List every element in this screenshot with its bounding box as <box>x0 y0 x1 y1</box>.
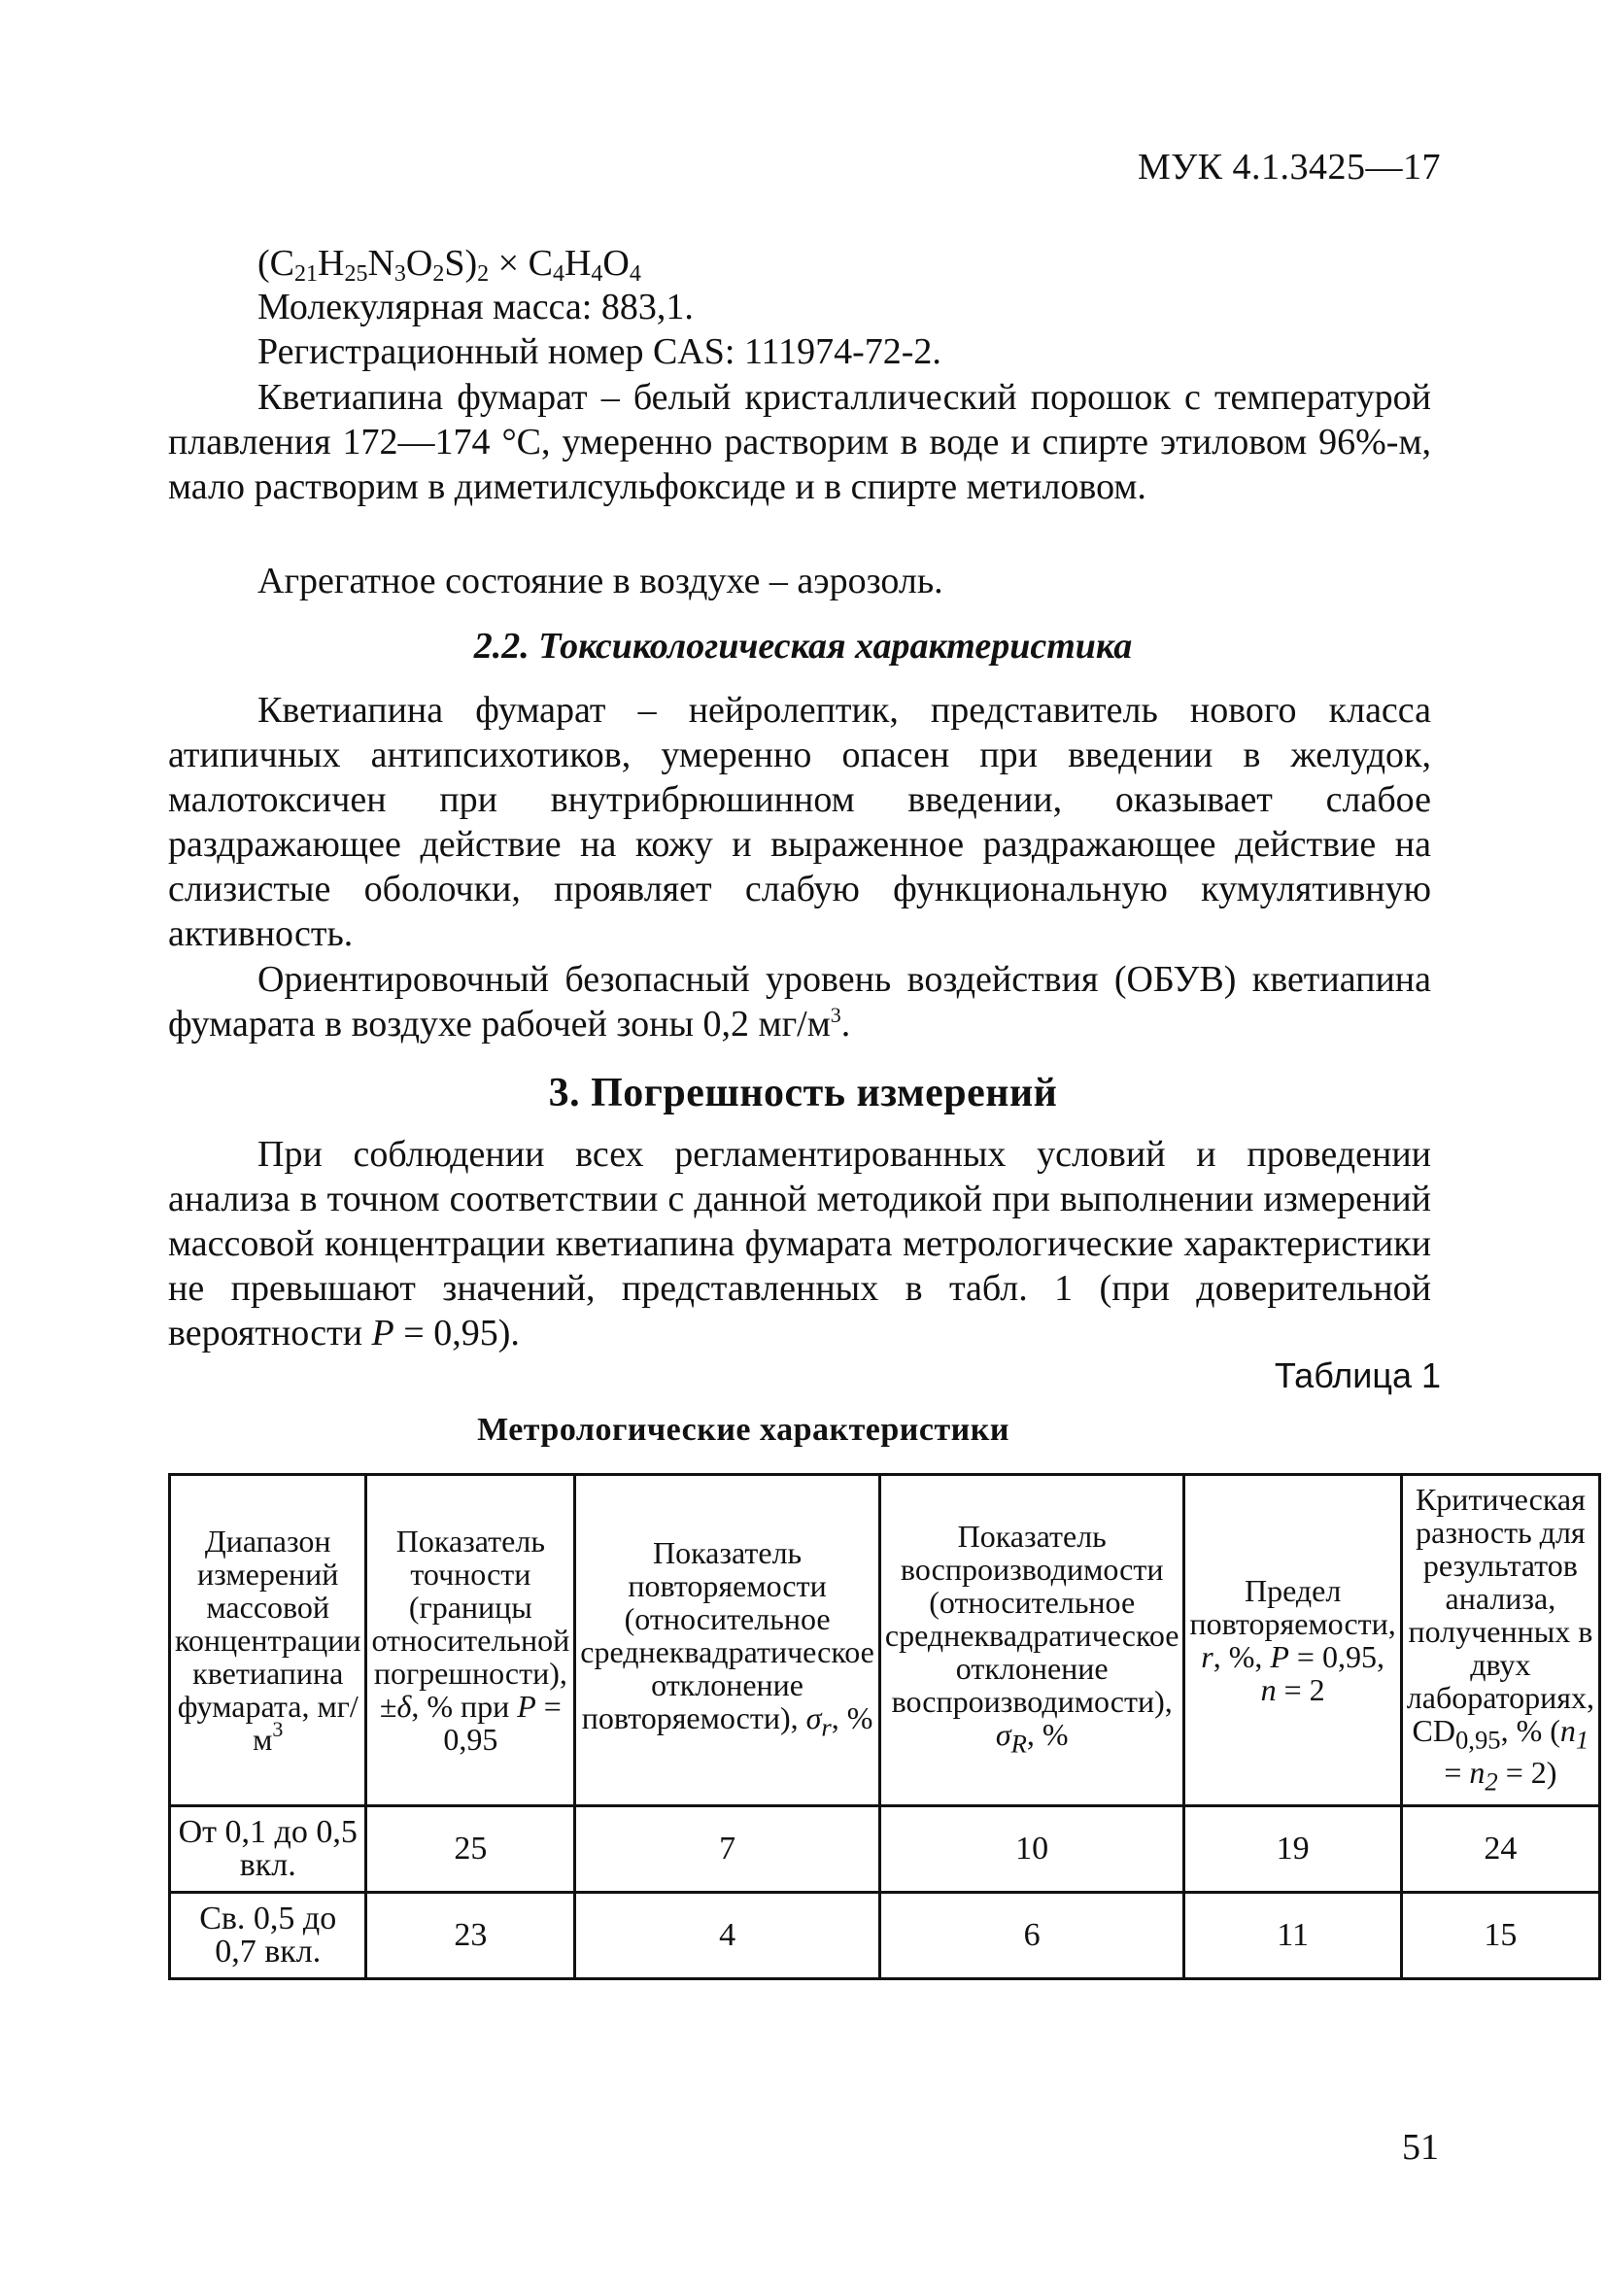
toxicology-paragraph: Кветиапина фумарат – нейролептик, представитель нового класса атипичных антипсихотиков, умеренно опасен при введении в желудок, малотоксичен при внутрибрюшинном введении, оказывает слабое раздражающее действие на кожу и выраженное раздражающее действие на слизистые оболочки, проявляет слабую функциональную кумулятивную активность. <box>168 690 1431 954</box>
header-critical-diff: Критическая разность для результатов анализа, полученных в двух лабораториях, $CD_{0,95}$, % $(n_1 = n_2 = 2)$ <box>1401 1475 1599 1806</box>
metrology-table <box>168 1473 1601 1980</box>
cell-repeat-limit: 11 <box>1184 1893 1401 1979</box>
substance-description <box>168 375 1431 509</box>
table-row <box>170 1806 1600 1893</box>
cell-repeatability: 7 <box>575 1806 880 1893</box>
aggregate-state: Агрегатное состояние в воздухе – аэрозоль. <box>257 561 943 601</box>
section-3-title: 3. Погрешность измерений <box>548 1071 1058 1115</box>
cell-critical-diff: 24 <box>1401 1806 1599 1893</box>
molar-mass: Молекулярная масса: 883,1. <box>257 287 694 327</box>
obuv-paragraph: Ориентировочный безопасный уровень воздействия (ОБУВ) кветиапина фумарата в воздухе рабочей зоны 0,2 $мг/м^3$. <box>168 959 1431 1045</box>
errors-body <box>168 1132 1431 1355</box>
document-code: МУК 4.1.3425—17 <box>1137 147 1441 188</box>
header-range: Диапазон измерений массовой концентрации кветиапина фумарата, $мг/м^3$ <box>170 1475 366 1806</box>
header-repeat-limit: Предел повторяемости, r, %, P = 0,95, n = 2 <box>1184 1475 1401 1806</box>
cell-accuracy: 23 <box>366 1893 575 1979</box>
table-label: Таблица 1 <box>1274 1355 1441 1395</box>
cas-number: Регистрационный номер CAS: 111974-72-2. <box>257 331 941 372</box>
obuv-block <box>168 957 1431 1046</box>
cell-critical-diff: 15 <box>1401 1893 1599 1979</box>
table-header-row <box>170 1475 1600 1806</box>
cell-repeat-limit: 19 <box>1184 1806 1401 1893</box>
cell-reproducibility: 10 <box>879 1806 1184 1893</box>
table-row <box>170 1893 1600 1979</box>
errors-paragraph: При соблюдении всех регламентированных условий и проведении анализа в точном соответствии с данной методикой при выполнении измерений массовой концентрации кветиапина фумарата метрологические характеристики не превышают значений, представленных в табл. 1 (при доверительной вероятности P = 0,95). <box>168 1134 1431 1354</box>
header-accuracy: Показатель точности (границы относительной погрешности), ±δ, % при P = 0,95 <box>366 1475 575 1806</box>
table-caption: Метрологические характеристики <box>477 1412 1009 1448</box>
cell-range: От 0,1 до 0,5 вкл. <box>170 1806 366 1893</box>
page-number: 51 <box>1402 2127 1439 2168</box>
header-repeatability: Показатель повторяемости (относительное среднеквадратическое отклонение повторяемости), $\sigma_r$, % <box>575 1475 880 1806</box>
header-reproducibility: Показатель воспроизводимости (относительное среднеквадратическое отклонение воспроизводимости), $\sigma_R$, % <box>879 1475 1184 1806</box>
cell-accuracy: 25 <box>366 1806 575 1893</box>
chemical-formula: $(C_{21}H_{25}N_3O_2S)_2 \times C_4H_4O_4$ <box>257 243 641 287</box>
toxicology-body <box>168 688 1431 956</box>
description-paragraph: Кветиапина фумарат – белый кристаллический порошок с температурой плавления 172—174 °С, умеренно растворим в воде и спирте этиловом 96%-м, мало растворим в диметилсульфоксиде и в спирте метиловом. <box>168 377 1431 507</box>
cell-repeatability: 4 <box>575 1893 880 1979</box>
cell-range: Св. 0,5 до 0,7 вкл. <box>170 1893 366 1979</box>
cell-reproducibility: 6 <box>879 1893 1184 1979</box>
toxicology-heading: 2.2. Токсикологическая характеристика <box>473 626 1133 667</box>
